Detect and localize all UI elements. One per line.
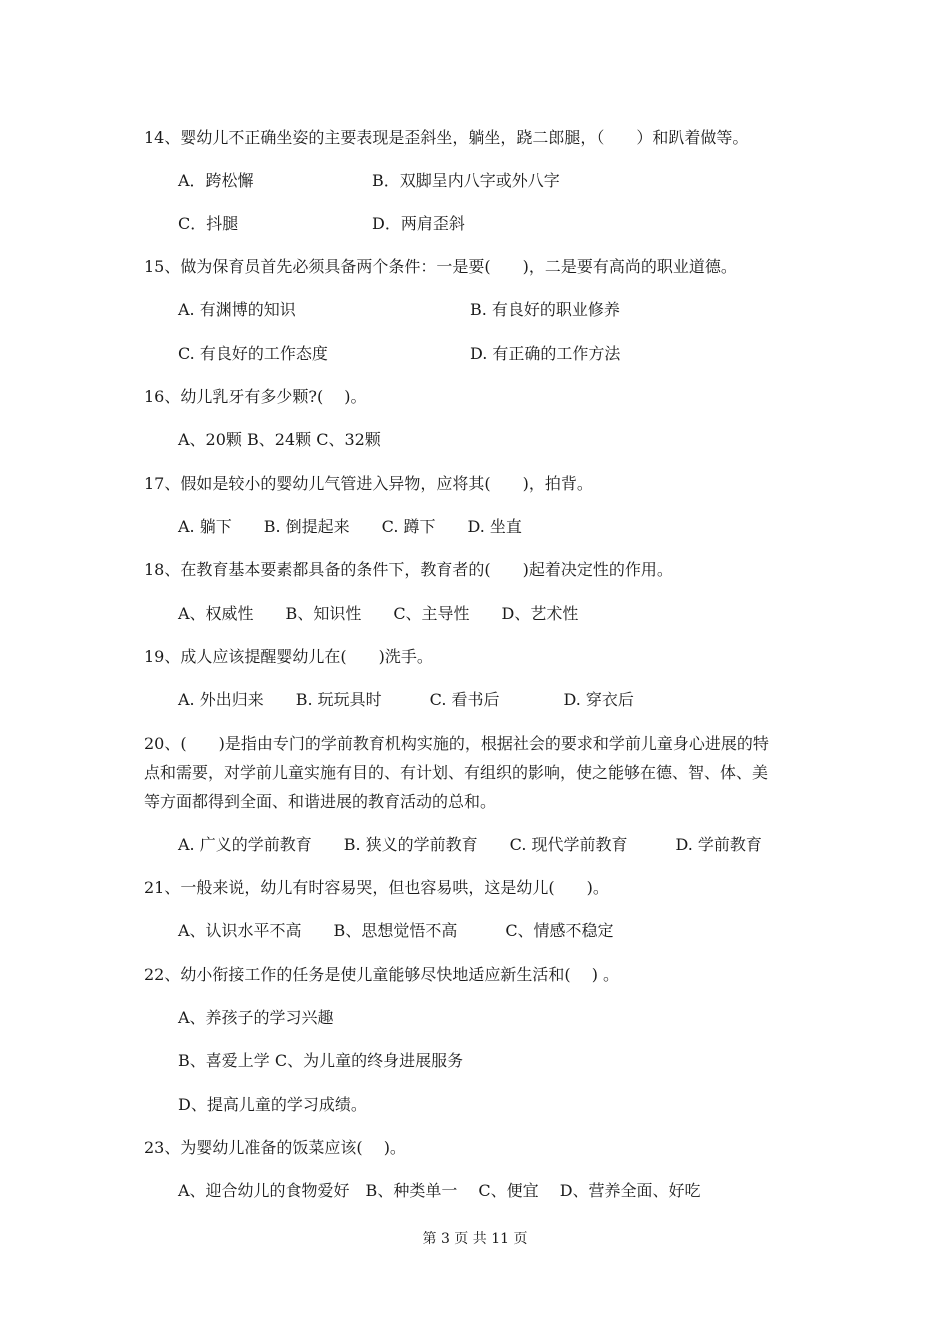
q20-stem-line-3: 等方面都得到全面、和谐进展的教育活动的总和。 [144, 792, 497, 811]
q20-stem-line-2: 点和需要，对学前儿童实施有目的、有计划、有组织的影响，使之能够在德、智、体、美 [144, 763, 769, 782]
q22-option-line-1: A、养孩子的学习兴趣 [178, 1008, 334, 1027]
q17-options: A. 躺下 B. 倒提起来 C. 蹲下 D. 坐直 [178, 517, 522, 536]
q22-option-line-3: D、提高儿童的学习成绩。 [178, 1095, 367, 1114]
q14-option-b: B．双脚呈内八字或外八字 [372, 171, 560, 190]
q22-stem: 22、幼小衔接工作的任务是使儿童能够尽快地适应新生活和( ) 。 [144, 965, 620, 984]
q14-option-c: C．抖腿 [178, 214, 239, 233]
q23-stem: 23、为婴幼儿准备的饭菜应该( )。 [144, 1138, 406, 1157]
q16-stem: 16、幼儿乳牙有多少颗?( )。 [144, 387, 367, 406]
q15-option-d: D. 有正确的工作方法 [470, 344, 621, 363]
q14-option-d: D．两肩歪斜 [372, 214, 465, 233]
q18-options: A、权威性 B、知识性 C、主导性 D、艺术性 [178, 604, 579, 623]
q15-option-a: A. 有渊博的知识 [178, 300, 296, 319]
q16-options: A、20颗 B、24颗 C、32颗 [178, 430, 381, 449]
q17-stem: 17、假如是较小的婴幼儿气管进入异物，应将其( )，拍背。 [144, 474, 593, 493]
q21-stem: 21、一般来说，幼儿有时容易哭，但也容易哄，这是幼儿( )。 [144, 878, 609, 897]
q18-stem: 18、在教育基本要素都具备的条件下，教育者的( )起着决定性的作用。 [144, 560, 673, 579]
q22-option-line-2: B、喜爱上学 C、为儿童的终身进展服务 [178, 1051, 464, 1070]
q20-stem-line-1: 20、( )是指由专门的学前教育机构实施的，根据社会的要求和学前儿童身心进展的特 [144, 734, 769, 753]
q15-option-b: B. 有良好的职业修养 [470, 300, 620, 319]
q15-option-c: C. 有良好的工作态度 [178, 344, 328, 363]
q19-stem: 19、成人应该提醒婴幼儿在( )洗手。 [144, 647, 433, 666]
q20-options: A. 广义的学前教育 B. 狭义的学前教育 C. 现代学前教育 D. 学前教育 [178, 835, 762, 854]
q19-options: A. 外出归来 B. 玩玩具时 C. 看书后 D. 穿衣后 [178, 690, 634, 709]
q23-options: A、迎合幼儿的食物爱好 B、种类单一 C、便宜 D、营养全面、好吃 [178, 1181, 701, 1200]
q15-stem: 15、做为保育员首先必须具备两个条件：一是要( )，二是要有高尚的职业道德。 [144, 257, 737, 276]
page-footer: 第 3 页 共 11 页 [422, 1231, 528, 1247]
q21-options: A、认识水平不高 B、思想觉悟不高 C、情感不稳定 [178, 921, 614, 940]
q14-option-a: A．跨松懈 [178, 171, 254, 190]
q14-stem: 14、婴幼儿不正确坐姿的主要表现是歪斜坐，躺坐，跷二郎腿，（ ）和趴着做等。 [144, 128, 749, 147]
